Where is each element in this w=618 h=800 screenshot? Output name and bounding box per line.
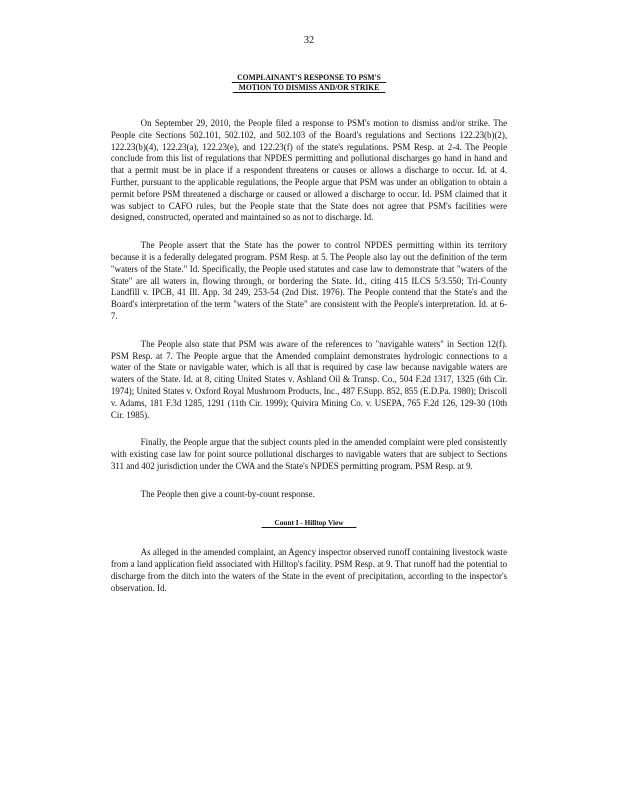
section-heading xyxy=(111,73,507,93)
count-paragraph: As alleged in the amended complaint, an Agency inspector observed runoff containing livestock waste from a land application field associated with Hilltop's facility. PSM Resp. at 9. That runoff had the potential to discharge from the ditch into the waters of the State in the event of precipitation, according to the inspector's observation. Id. xyxy=(110,547,508,594)
paragraph-5: The People then give a count-by-count response. xyxy=(140,488,315,500)
paragraph-4: Finally, the People argue that the subject counts pled in the amended complaint were pled consistently with existing case law for point source pollutional discharges to navigable waters that are subject to Sections 311 and 402 jurisdiction under the CWA and the State's NPDES permitting program. PSM Resp. at 9. xyxy=(110,437,508,472)
heading-line-1: COMPLAINANT'S RESPONSE TO PSM'S xyxy=(232,73,387,83)
paragraph-1: On September 29, 2010, the People filed a response to PSM's motion to dismiss and/or strike. The People cite Sections 502.101, 502.102, and 502.103 of the Board's regulations and Sections 122.23(b)(2), 122.23(b)(4), 122.23(a), 122.23(e), and 122.23(f) of the state's regulations. PSM Resp. at 2-4. The People conclude from this list of regulations that NPDES permitting and pollutional discharges go hand in hand and that a permit must be in place if a respondent threatens or causes or allows a discharge to occur. Id. at 4. Further, pursuant to the applicable regulations, the People argue that PSM was under an obligation to obtain a permit before PSM threatened a discharge or caused or allowed a discharge to occur. Id. PSM claimed that it was subject to CAFO rules, but the People state that the State does not agree that PSM's facilities were designed, constructed, operated and maintained so as not to discharge. Id. xyxy=(110,118,508,224)
heading-line-2: MOTION TO DISMISS AND/OR STRIKE xyxy=(233,83,385,93)
count-heading xyxy=(111,517,507,529)
count-heading-text: Count I - Hilltop View xyxy=(262,518,357,528)
paragraph-2: The People assert that the State has the power to control NPDES permitting within its territory because it is a federally delegated program. PSM Resp. at 5. The People also lay out the definition of the term "waters of the State." Id. Specifically, the People used statutes and case law to demonstrate that "waters of the State" are all waters in, flowing through, or bordering the State. Id., citing 415 ILCS 5/3.550; Tri-County Landfill v. IPCB, 41 Ill. App. 3d 249, 253-54 (2nd Dist. 1976). The People contend that the State's and the Board's interpretation of the term "waters of the State" are consistent with the People's interpretation. Id. at 6-7. xyxy=(110,240,508,322)
document-page xyxy=(22,0,597,800)
paragraph-3: The People also state that PSM was aware of the references to "navigable waters" in Section 12(f). PSM Resp. at 7. The People argue that the Amended complaint demonstrates hydrologic connections to a water of the State or navigable water, which is all that is required by case law because navigable waters are waters of the State. Id. at 8, citing United States v. Ashland Oil & Transp. Co., 504 F.2d 1317, 1325 (6th Cir. 1974); United States v. Oxford Royal Mushroom Products, Inc., 487 F.Supp. 852, 855 (E.D.Pa. 1980); Driscoll v. Adams, 181 F.3d 1285, 1291 (11th Cir. 1999); Quivira Mining Co. v. USEPA, 765 F.2d 126, 129-30 (10th Cir. 1985). xyxy=(110,338,508,421)
page-number: 32 xyxy=(303,34,315,46)
